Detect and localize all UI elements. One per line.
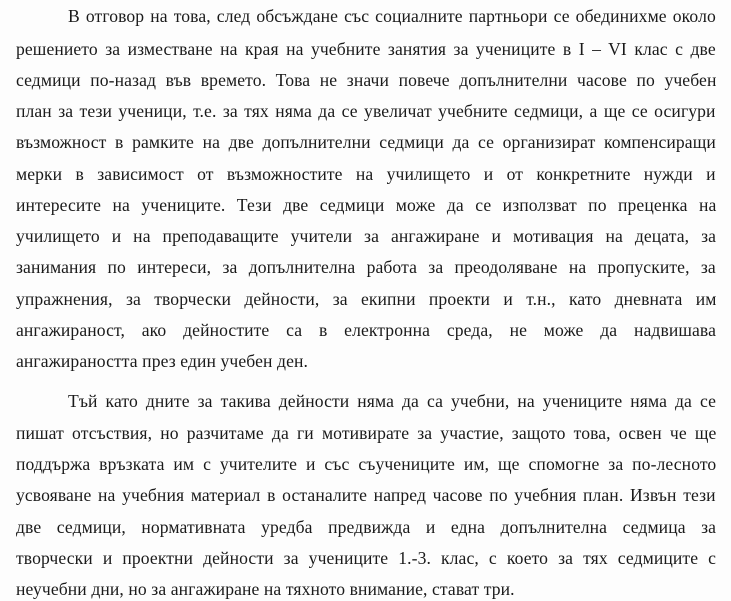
paragraph-line: две седмици, нормативната уредба предвижда и една допълнителна седмица за — [16, 517, 717, 537]
paragraph-line: пишат отсъствия, но разчитаме да ги мотивирате за участие, защото това, освен че ще — [16, 423, 717, 443]
paragraph-line: възможност в рамките на две допълнителни седмици да се организират компенсиращи — [16, 132, 716, 152]
paragraph-line: училището и на преподаващите учители за ангажиране и мотивация на децата, за — [16, 226, 717, 246]
paragraph-line: интересите на учениците. Тези две седмици може да се използват по преценка на — [16, 195, 717, 215]
paragraph-line: ангажираност, ако дейностите са в електронна среда, не може да надвишава — [16, 320, 717, 340]
paragraph-line: В отговор на това, след обсъждане със социалните партньори се обединихме около — [68, 6, 716, 26]
paragraph-line: упражнения, за творчески дейности, за екипни проекти и т.н., като дневната им — [16, 289, 717, 309]
paragraph-line: занимания по интереси, за допълнителна работа за преодоляване на пропуските, за — [16, 257, 716, 277]
paragraph-line: план за тези ученици, т.е. за тях няма да се увеличат учебните седмици, а ще се осигури — [16, 101, 716, 121]
paragraph-line: усвояване на учебния материал в останалите напред часове по учебния план. Извън тези — [16, 485, 716, 505]
paragraph-line: творчески и проектни дейности за учениците 1.-3. клас, с което за тях седмиците с — [16, 548, 717, 568]
paragraph-line: Тъй като дните за такива дейности няма да са учебни, на учениците няма да се — [68, 391, 716, 411]
paragraph-line: решението за изместване на края на учебните занятия за учениците в I – VI клас с две — [16, 39, 716, 59]
paragraph-line: поддържа връзката им с учителите и със съучениците им, ще спомогне за по-лесното — [16, 454, 717, 474]
paragraph-line: ангажираността през един учебен ден. — [16, 351, 308, 371]
paragraph-line: седмици по-назад във времето. Това не значи повече допълнителни часове по учебен — [16, 70, 717, 90]
paragraph-line: неучебни дни, но за ангажиране на тяхното внимание, стават три. — [16, 579, 515, 599]
paragraph-line: мерки в зависимост от възможностите на училището и от конкретните нужди и — [16, 164, 716, 184]
